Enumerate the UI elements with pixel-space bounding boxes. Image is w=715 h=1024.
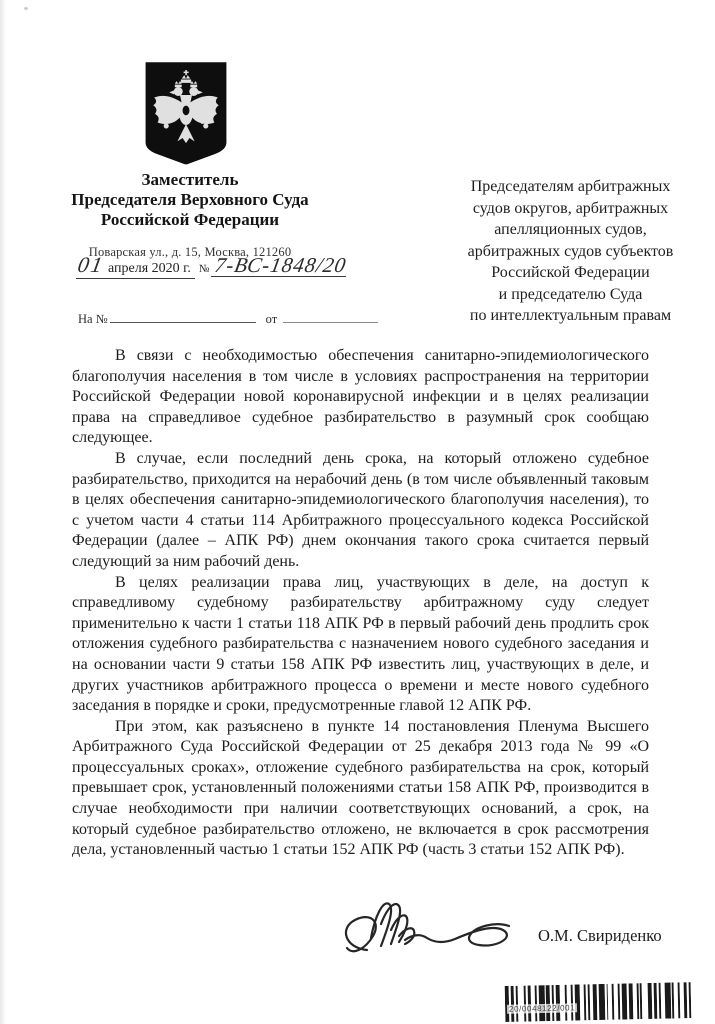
ref-date-blank (283, 310, 378, 323)
number-sign: № (198, 263, 210, 275)
addressee-line: по интеллектуальным правам (469, 307, 672, 324)
barcode (505, 982, 698, 1022)
sender-title-line: Заместитель (141, 170, 239, 189)
scan-speck (24, 7, 28, 10)
scan-edge-shade (0, 0, 6, 1024)
addressee-block (428, 176, 713, 327)
sender-title-line: Председателя Верховного Суда (71, 190, 309, 209)
addressee-line: судов округов, арбитражных (472, 199, 669, 217)
addressee-line: Председателям арбитражных (470, 178, 671, 195)
date-field (75, 252, 195, 279)
ref-from-label: от (265, 312, 278, 326)
letter-body (72, 346, 649, 861)
handwritten-day: 01 (75, 252, 107, 277)
sender-address: Поварская ул., д. 15, Москва, 121260 (88, 245, 292, 259)
addressee-line: Российской Федерации (491, 264, 650, 281)
body-paragraph: В случае, если последний день срока, на который отложено судебное разбирательство, приходится на нерабочий день (в том числе объявленный таковым в целях обеспечения санитарно-эпидемиологического благополучия населения), то с учетом части 4 статьи 114 Арбитражного процессуального кодекса Российской Федерации (далее – АПК РФ) днем окончания такого срока считается первый следующий за ним рабочий день. (72, 449, 649, 570)
body-paragraph: В целях реализации права лиц, участвующих в деле, на доступ к справедливому судебному разбирательству арбитражному суду следует применительно к части 1 статьи 118 АПК РФ в первый рабочий день продлить срок отложения судебного разбирательства с назначением нового судебного заседания и на основании части 9 статьи 158 АПК РФ известить лиц, участвующих в деле, и других участников арбитражного процесса о времени и месте нового судебного заседания в порядке и сроки, предусмотренные главой 12 АПК РФ. (72, 573, 649, 715)
reference-line (78, 310, 378, 327)
sender-title (45, 170, 335, 230)
handwritten-signature (333, 884, 541, 968)
addressee-line: арбитражных судов субъектов (467, 242, 674, 260)
letterhead-left-column (45, 170, 335, 260)
body-paragraph: В связи с необходимостью обеспечения санитарно-эпидемиологического благополучия населения в том числе в условиях распространения на территории Российской Федерации новой коронавирусной инфекции и в целях реализации права на справедливое судебное разбирательство в разумный срок сообщаю следующее. (72, 347, 649, 447)
body-paragraph: При этом, как разъяснено в пункте 14 постановления Пленума Высшего Арбитражного Суда Российской Федерации от 25 декабря 2013 года № 99 «О процессуальных сроках», отложение судебного разбирательства на срок, который превышает срок, установленный положениями статьи 158 АПК РФ, производится в случае необходимости при наличии соответствующих оснований, а срок, на который судебное разбирательство отложено, не включается в срок рассмотрения дела, установленный частью 1 статьи 152 АПК РФ (часть 3 статьи 152 АПК РФ). (72, 717, 649, 859)
handwritten-doc-number: 7-ВС-1848/20 (213, 253, 349, 277)
barcode-number: 20/0048122/001 (508, 1003, 576, 1014)
sender-title-line: Российской Федерации (100, 210, 280, 229)
date-printed: апреля 2020 г. (108, 261, 191, 276)
ref-number-blank (110, 310, 256, 323)
addressee-line: и председателю Суда (498, 285, 643, 303)
russia-coat-of-arms-icon (143, 60, 229, 166)
ref-prefix-label: На № (78, 312, 108, 326)
signatory-name: О.М. Свириденко (538, 926, 662, 945)
addressee-line: апелляционных судов, (494, 221, 647, 238)
date-number-line (76, 254, 416, 279)
